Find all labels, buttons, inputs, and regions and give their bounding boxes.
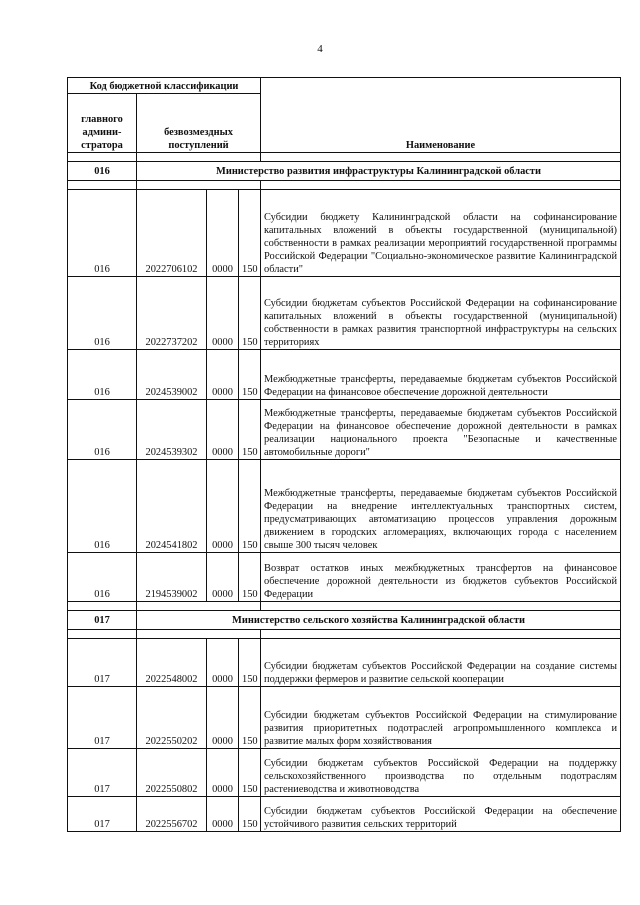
spacer-cell (261, 153, 621, 162)
name-column-header: Наименование (261, 78, 621, 153)
economic-code-cell: 150 (239, 190, 261, 277)
admin-code-cell: 016 (68, 277, 137, 350)
spacer-row (68, 630, 621, 639)
economic-code-cell: 150 (239, 460, 261, 553)
subtype-code-cell: 0000 (207, 687, 239, 749)
code-group-header: Код бюджетной классификации (68, 78, 261, 94)
header-row-top (68, 78, 621, 94)
table-row (68, 277, 621, 350)
admin-code-cell: 016 (68, 400, 137, 460)
page-number: 4 (317, 43, 323, 55)
revenue-code-cell: 2022550202 (137, 687, 207, 749)
table-row (68, 350, 621, 400)
name-cell: Субсидии бюджету Калининградской области на софинансирование капитальных вложений в объекты государственной (муниципальной) собственности в рамках реализации мероприятий государственной программы Российской Федерации "Социально-экономическое развитие Калининградской области" (261, 190, 621, 277)
spacer-cell (261, 181, 621, 190)
name-cell: Субсидии бюджетам субъектов Российской Федерации на поддержку сельскохозяйственного производства по отдельным подотраслям растениеводства и животноводства (261, 749, 621, 797)
revenue-code-cell: 2024539302 (137, 400, 207, 460)
spacer-cell (261, 630, 621, 639)
revenue-column-header: безвозмездных поступлений (137, 94, 261, 153)
name-cell: Межбюджетные трансферты, передаваемые бюджетам субъектов Российской Федерации на финансовое обеспечение дорожной деятельности (261, 350, 621, 400)
spacer-cell (137, 153, 261, 162)
spacer-row (68, 153, 621, 162)
name-cell: Межбюджетные трансферты, передаваемые бюджетам субъектов Российской Федерации на внедрение интеллектуальных транспортных систем, предусматривающих автоматизацию процессов управления дорожным движением в городских агломерациях, включающих города с населением свыше 300 тысяч человек (261, 460, 621, 553)
name-cell: Возврат остатков иных межбюджетных трансфертов на финансовое обеспечение дорожной деятельности из бюджетов субъектов Российской Федерации (261, 553, 621, 602)
subtype-code-cell: 0000 (207, 400, 239, 460)
spacer-cell (261, 602, 621, 611)
table-row (68, 400, 621, 460)
subtype-code-cell: 0000 (207, 350, 239, 400)
table-row (68, 460, 621, 553)
spacer-cell (68, 153, 137, 162)
ministry-title: Министерство сельского хозяйства Калининградской области (137, 611, 621, 630)
spacer-row (68, 181, 621, 190)
name-cell: Субсидии бюджетам субъектов Российской Федерации на обеспечение устойчивого развития сельских территорий (261, 797, 621, 832)
spacer-cell (68, 181, 137, 190)
subtype-code-cell: 0000 (207, 797, 239, 832)
economic-code-cell: 150 (239, 553, 261, 602)
subtype-code-cell: 0000 (207, 460, 239, 553)
subtype-code-cell: 0000 (207, 639, 239, 687)
economic-code-cell: 150 (239, 277, 261, 350)
revenue-code-cell: 2022556702 (137, 797, 207, 832)
name-cell: Субсидии бюджетам субъектов Российской Федерации на стимулирование развития приоритетных подотраслей агропромышленного комплекса и развитие малых форм хозяйствования (261, 687, 621, 749)
admin-code-cell: 017 (68, 639, 137, 687)
ministry-title: Министерство развития инфраструктуры Калининградской области (137, 162, 621, 181)
economic-code-cell: 150 (239, 639, 261, 687)
revenue-code-cell: 2024541802 (137, 460, 207, 553)
ministry-code: 017 (68, 611, 137, 630)
revenue-code-cell: 2022548002 (137, 639, 207, 687)
revenue-code-cell: 2022550802 (137, 749, 207, 797)
economic-code-cell: 150 (239, 797, 261, 832)
admin-code-cell: 017 (68, 797, 137, 832)
table-row (68, 639, 621, 687)
spacer-cell (137, 181, 261, 190)
spacer-row (68, 602, 621, 611)
name-cell: Межбюджетные трансферты, передаваемые бюджетам субъектов Российской Федерации на финансовое обеспечение дорожной деятельности в рамках реализации национального проекта "Безопасные и качественные автомобильные дороги" (261, 400, 621, 460)
revenue-code-cell: 2024539002 (137, 350, 207, 400)
spacer-cell (68, 602, 137, 611)
table-row (68, 687, 621, 749)
economic-code-cell: 150 (239, 687, 261, 749)
spacer-cell (137, 630, 261, 639)
table-row (68, 797, 621, 832)
ministry-row (68, 162, 621, 181)
spacer-cell (137, 602, 261, 611)
economic-code-cell: 150 (239, 400, 261, 460)
admin-code-cell: 016 (68, 350, 137, 400)
revenue-code-cell: 2194539002 (137, 553, 207, 602)
ministry-row (68, 611, 621, 630)
table-row (68, 190, 621, 277)
economic-code-cell: 150 (239, 350, 261, 400)
subtype-code-cell: 0000 (207, 190, 239, 277)
subtype-code-cell: 0000 (207, 749, 239, 797)
spacer-cell (68, 630, 137, 639)
subtype-code-cell: 0000 (207, 277, 239, 350)
admin-code-cell: 016 (68, 190, 137, 277)
revenue-code-cell: 2022706102 (137, 190, 207, 277)
ministry-code: 016 (68, 162, 137, 181)
revenue-code-cell: 2022737202 (137, 277, 207, 350)
table-row (68, 553, 621, 602)
name-cell: Субсидии бюджетам субъектов Российской Федерации на создание системы поддержки фермеров и развитие сельской кооперации (261, 639, 621, 687)
admin-column-header: главного админи-стратора (68, 94, 137, 153)
admin-code-cell: 017 (68, 687, 137, 749)
admin-code-cell: 016 (68, 553, 137, 602)
admin-code-cell: 017 (68, 749, 137, 797)
budget-classification-table (67, 77, 621, 832)
subtype-code-cell: 0000 (207, 553, 239, 602)
admin-code-cell: 016 (68, 460, 137, 553)
name-cell: Субсидии бюджетам субъектов Российской Федерации на софинансирование капитальных вложений в объекты государственной (муниципальной) собственности в рамках развития транспортной инфраструктуры на сельских территориях (261, 277, 621, 350)
table-row (68, 749, 621, 797)
economic-code-cell: 150 (239, 749, 261, 797)
